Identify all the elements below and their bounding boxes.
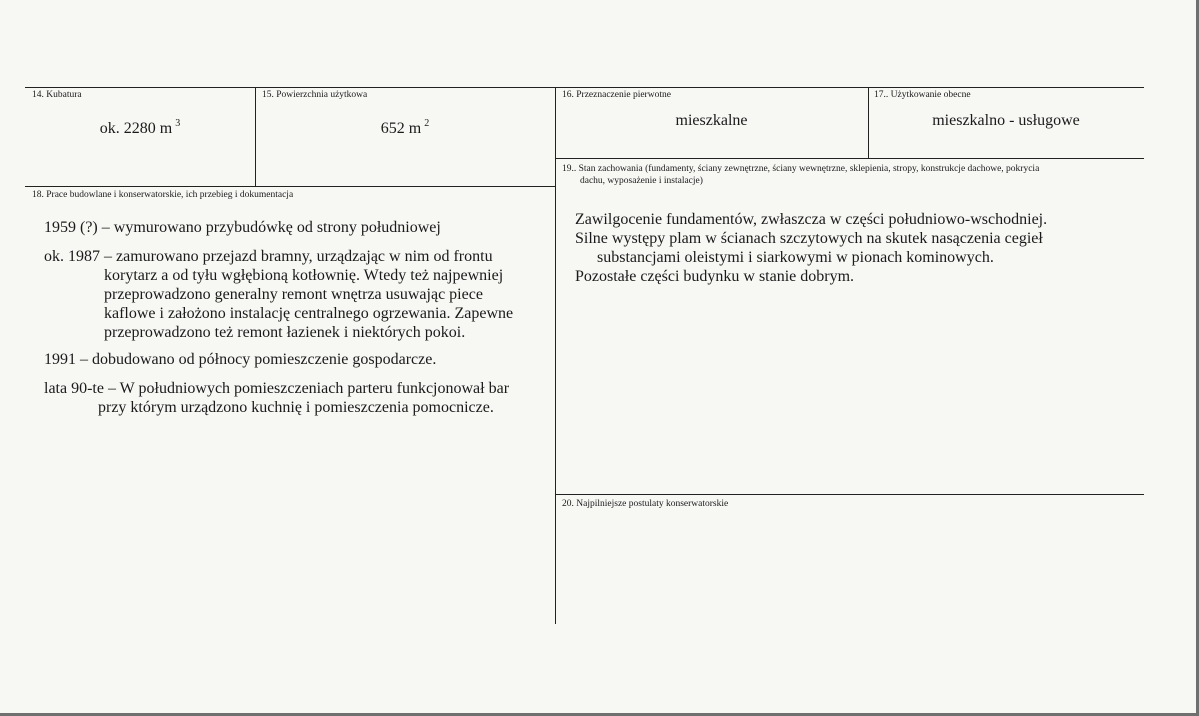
entry-continuation: korytarz a od tyłu wgłębioną kotłownię. Wtedy też najpewniej — [104, 267, 504, 284]
field-18-entry — [44, 350, 549, 369]
entry-continuation: przeprowadzono też remont łazienek i niektórych pokoi. — [104, 324, 466, 341]
field-16-label: 16. Przeznaczenie pierwotne — [562, 90, 671, 100]
entry-first-line: 1959 (?) – wymurowano przybudówkę od strony południowej — [44, 219, 441, 236]
field-19-label-line2: dachu, wyposażenie i instalacje) — [580, 176, 703, 186]
entry-first-line: 1991 – dobudowano od północy pomieszczenie gospodarcze. — [44, 351, 437, 368]
entry-first-line: ok. 1987 – zamurowano przejazd bramny, urządzając w nim od frontu — [44, 248, 493, 265]
field-17-value: mieszkalno - usługowe — [932, 112, 1080, 129]
field-18-entry — [44, 379, 549, 417]
top-rule — [25, 87, 1144, 88]
field-16-value: mieszkalne — [675, 112, 748, 129]
area-unit: m — [408, 120, 422, 137]
divider-center — [555, 87, 556, 624]
area-value: 652 — [380, 120, 405, 137]
field-19-label-line1: 19.. Stan zachowania (fundamenty, ściany zewnętrzne, ściany wewnętrzne, sklepienia, stropy, konstrukcje dachowe, pokrycia — [562, 164, 1040, 174]
rule-left-mid — [25, 186, 555, 187]
rule-right-upper — [555, 158, 1144, 159]
field-17-label: 17.. Użytkowanie obecne — [874, 90, 971, 100]
area-exponent: 2 — [424, 118, 430, 129]
entry-continuation: przy którym urządzono kuchnię i pomieszczenia pomocnicze. — [98, 399, 494, 416]
entry-first-line: Silne występy plam w ścianach szczytowych na skutek nasączenia cegieł — [575, 230, 1043, 247]
field-19-entry — [575, 267, 1135, 286]
field-20-label: 20. Najpilniejsze postulaty konserwatorskie — [562, 499, 729, 509]
kubatura-exponent: 3 — [175, 118, 181, 129]
rule-right-lower — [555, 494, 1144, 495]
kubatura-value: ok. 2280 — [99, 120, 156, 137]
field-19-entry — [575, 229, 1135, 267]
kubatura-unit: m — [159, 120, 173, 137]
entry-continuation: substancjami oleistymi i siarkowymi w pionach kominowych. — [597, 249, 994, 266]
entry-continuation: przeprowadzono generalny remont wnętrza usuwając piece — [104, 286, 483, 303]
field-18-entry — [44, 218, 549, 237]
field-18-label: 18. Prace budowlane i konserwatorskie, ich przebieg i dokumentacja — [32, 190, 294, 200]
field-14-label: 14. Kubatura — [32, 90, 82, 100]
field-15-value — [255, 120, 555, 138]
field-14-value — [25, 120, 255, 138]
field-15-label: 15. Powierzchnia użytkowa — [262, 90, 368, 100]
entry-first-line: Pozostałe części budynku w stanie dobrym. — [575, 268, 855, 285]
field-18-entry — [44, 247, 549, 342]
field-19-entry — [575, 210, 1135, 229]
entry-first-line: Zawilgocenie fundamentów, zwłaszcza w części południowo-wschodniej. — [575, 211, 1048, 228]
entry-continuation: kaflowe i założono instalację centralnego ogrzewania. Zapewne — [104, 305, 514, 322]
entry-first-line: lata 90-te – W południowych pomieszczeniach parteru funkcjonował bar — [44, 380, 510, 397]
